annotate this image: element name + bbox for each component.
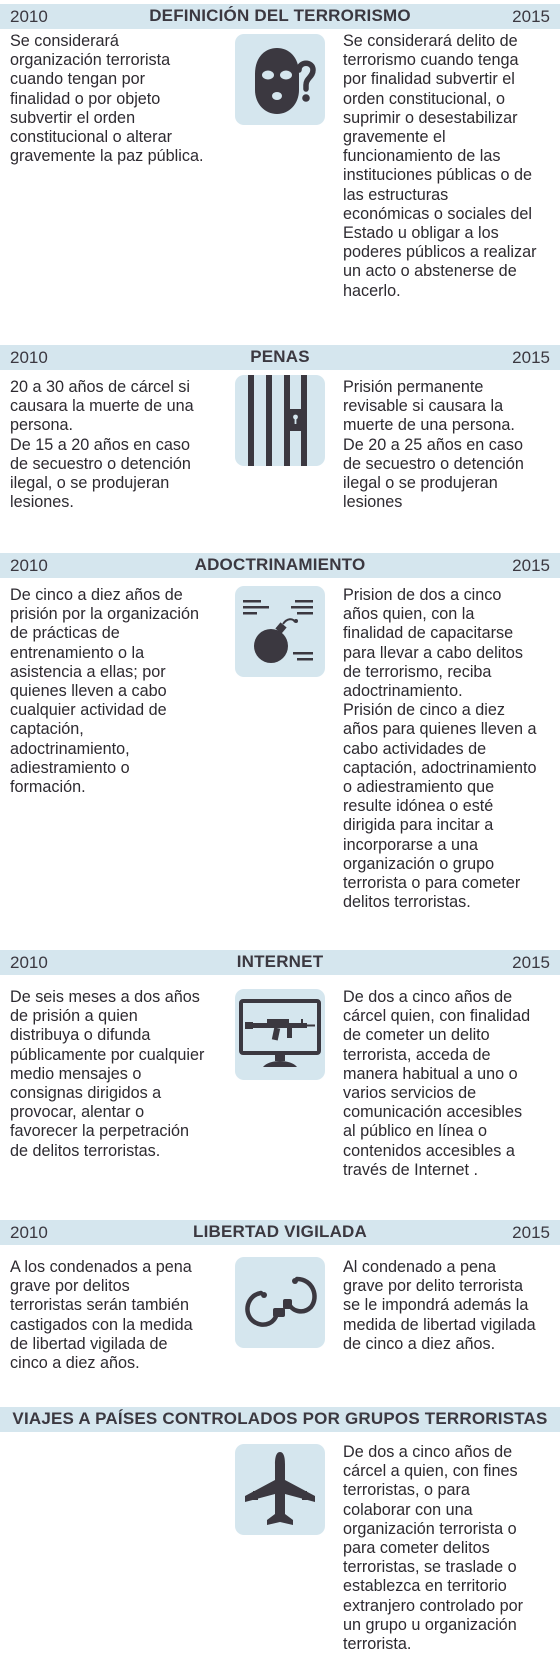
year-2015-label: 2015 <box>512 953 550 972</box>
text-2015: Al condenado a pena grave por delito terrorista se le impondrá además la medida de libertad vigilada de cinco a diez años. <box>343 1258 536 1353</box>
year-2015-label: 2015 <box>512 348 550 367</box>
text-2010: A los condenados a pena grave por delitos terroristas serán también castigados con la medida de libertad vigilada de cinco a diez años. <box>10 1258 193 1373</box>
masked-terrorist-question-icon <box>235 34 325 125</box>
text-2015: Se considerará delito de terrorismo cuando tenga por finalidad subvertir el orden constitucional, o suprimir o desestabilizar gravemente el funcionamiento de las instituciones públicas o de las estructuras económicas o sociales del Estado u obligar a los poderes públicos a realizar un acto o abstenerse de hacerlo. <box>343 32 537 300</box>
year-2010-label: 2010 <box>10 556 48 575</box>
section-title: ADOCTRINAMIENTO <box>194 555 366 574</box>
section-header-band <box>0 950 560 975</box>
monitor-rifle-icon <box>235 989 325 1080</box>
section-header-band <box>0 345 560 370</box>
text-2010: Se considerará organización terrorista cuando tengan por finalidad o por objeto subvertir el orden constitucional o alterar gravemente la paz pública. <box>10 32 204 166</box>
year-2015-label: 2015 <box>512 7 550 26</box>
section-title: INTERNET <box>236 952 324 971</box>
section-title: PENAS <box>250 347 310 366</box>
section-title: LIBERTAD VIGILADA <box>192 1222 368 1241</box>
section-header-band <box>0 1220 560 1245</box>
section-title: DEFINICIÓN DEL TERRORISMO <box>149 6 411 25</box>
section-header-band <box>0 1407 560 1432</box>
year-2010-label: 2010 <box>10 7 48 26</box>
year-2015-label: 2015 <box>512 556 550 575</box>
text-2015: Prision de dos a cinco años quien, con la finalidad de capacitarse para llevar a cabo delitos de terrorismo, reciba adoctrinamiento. Prisión de cinco a diez años para quienes lleven a cabo actividades de captación, adoctrinamiento o adiestramiento que resulte idónea o esté dirigida para incitar a incorporarse a una organización o grupo terrorista o para cometer delitos terroristas. <box>343 586 537 912</box>
year-2010-label: 2010 <box>10 1223 48 1242</box>
section-header-band <box>0 553 560 578</box>
text-2010: 20 a 30 años de cárcel si causara la muerte de una persona. De 15 a 20 años en caso de secuestro o detención ilegal, o se produjeran lesiones. <box>10 378 194 512</box>
text-2015: Prisión permanente revisable si causara la muerte de una persona. De 20 a 25 años en caso de secuestro o detención ilegal o se produjeran lesiones <box>343 378 524 512</box>
prison-bars-icon <box>235 375 325 466</box>
bomb-icon <box>235 586 325 677</box>
year-2010-label: 2010 <box>10 953 48 972</box>
airplane-icon <box>235 1444 325 1535</box>
text-2010: De seis meses a dos años de prisión a quien distribuya o difunda públicamente por cualquier medio mensajes o consignas dirigidos a provocar, alentar o favorecer la perpetración de delitos terroristas. <box>10 988 205 1160</box>
handcuffs-icon <box>235 1257 325 1348</box>
year-2015-label: 2015 <box>512 1223 550 1242</box>
year-2010-label: 2010 <box>10 348 48 367</box>
section-header-band <box>0 4 560 29</box>
text-2010: De cinco a diez años de prisión por la organización de prácticas de entrenamiento o la asistencia a ellas; por quienes lleven a cabo cualquier actividad de captación, adoctrinamiento, adiestramiento o formación. <box>10 586 199 797</box>
text-2015: De dos a cinco años de cárcel a quien, con fines terroristas, o para colaborar con una organización terrorista o para cometer delitos terroristas, se traslade o establezca en territorio extranjero controlado por un grupo u organización terrorista. <box>343 1443 523 1654</box>
section-title: VIAJES A PAÍSES CONTROLADOS POR GRUPOS TERRORISTAS <box>12 1409 548 1428</box>
text-2015: De dos a cinco años de cárcel quien, con finalidad de cometer un delito terrorista, acceda de manera habitual a uno o varios servicios de comunicación accesibles al público en línea o contenidos accesibles a través de Internet . <box>343 988 531 1179</box>
